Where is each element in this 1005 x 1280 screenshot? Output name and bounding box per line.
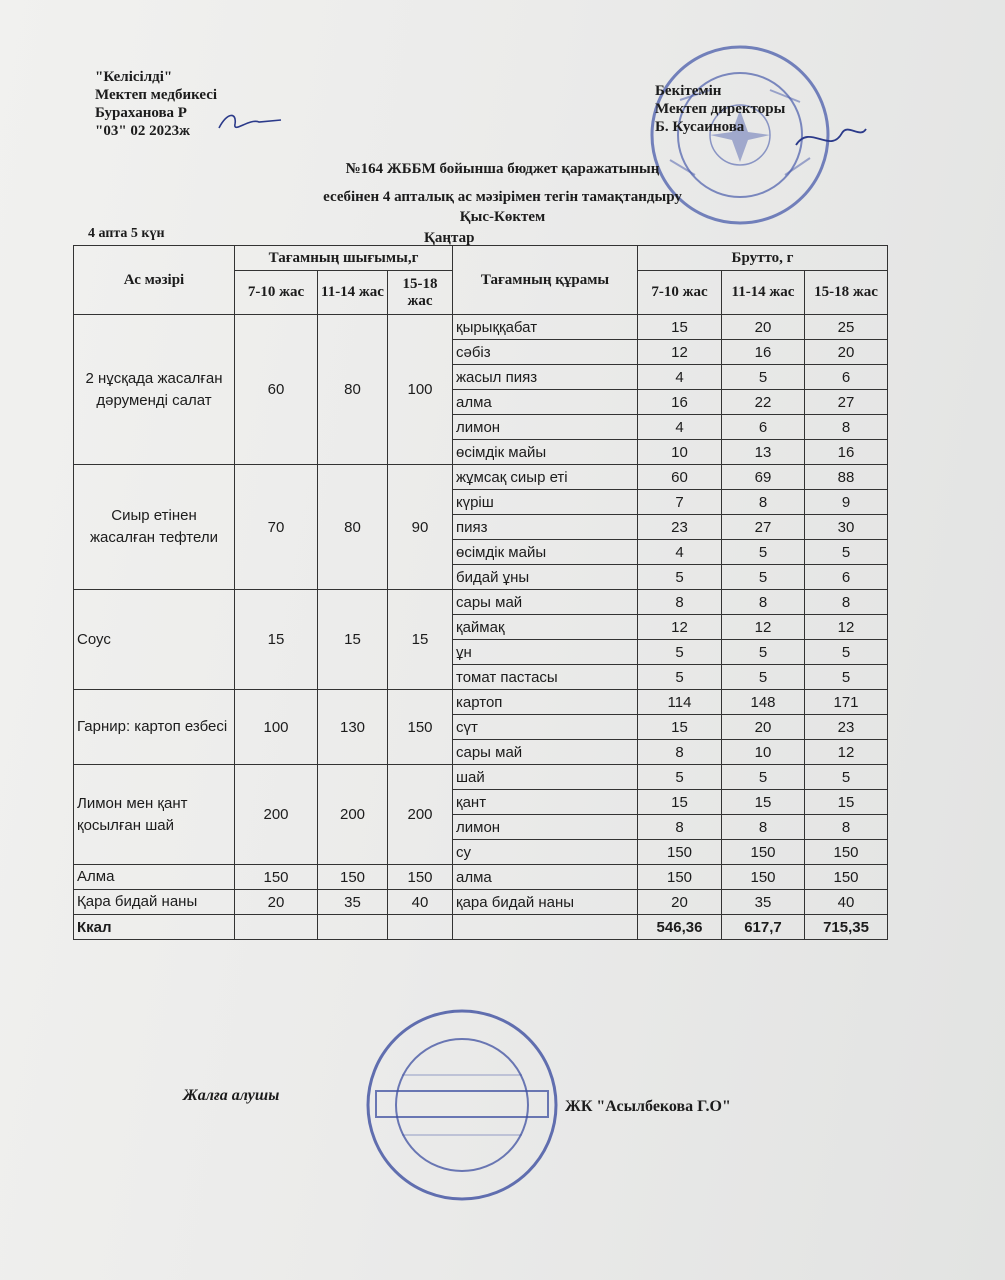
ingredient-name: қаймақ	[453, 615, 638, 640]
ingredient-gross: 69	[722, 465, 805, 490]
ingredient-gross: 13	[722, 440, 805, 465]
ingredient-gross: 12	[805, 740, 888, 765]
ingredient-name: алма	[453, 390, 638, 415]
dish-yield: 150	[318, 865, 388, 890]
dish-yield: 20	[235, 890, 318, 915]
director-signature	[790, 115, 870, 165]
ingredient-name: қырыққабат	[453, 315, 638, 340]
ingredient-gross: 5	[722, 365, 805, 390]
ingredient-gross: 10	[722, 740, 805, 765]
ingredient-gross: 30	[805, 515, 888, 540]
ingredient-name: сәбіз	[453, 340, 638, 365]
ingredient-gross: 20	[805, 340, 888, 365]
ingredient-name: күріш	[453, 490, 638, 515]
ingredient-gross: 7	[638, 490, 722, 515]
dish-yield: 130	[318, 690, 388, 765]
ingredient-name: алма	[453, 865, 638, 890]
ingredient-name: лимон	[453, 815, 638, 840]
ingredient-gross: 8	[638, 590, 722, 615]
ingredient-gross: 4	[638, 415, 722, 440]
table-row	[74, 465, 888, 490]
ingredient-name: бидай ұны	[453, 565, 638, 590]
dish-yield: 80	[318, 315, 388, 465]
ingredient-gross: 16	[805, 440, 888, 465]
agreed-date: "03" 02 2023ж	[95, 123, 191, 139]
ingredient-gross: 5	[805, 540, 888, 565]
ingredient-gross: 4	[638, 365, 722, 390]
ingredient-gross: 60	[638, 465, 722, 490]
ingredient-gross: 150	[805, 840, 888, 865]
director-name: Б. Кусаинова	[655, 119, 745, 135]
ingredient-gross: 88	[805, 465, 888, 490]
ingredient-gross: 27	[722, 515, 805, 540]
ingredient-gross: 27	[805, 390, 888, 415]
dish-yield: 150	[235, 865, 318, 890]
ingredient-gross: 15	[638, 715, 722, 740]
document-title-line2: есебінен 4 апталық ас мәзірімен тегін тамақтандыру	[323, 189, 682, 205]
ingredient-gross: 148	[722, 690, 805, 715]
header-composition: Тағамның құрамы	[453, 246, 638, 315]
dish-yield: 200	[318, 765, 388, 865]
ingredient-gross: 16	[722, 340, 805, 365]
ingredient-name: картоп	[453, 690, 638, 715]
ingredient-gross: 150	[722, 840, 805, 865]
header-yield: Тағамның шығымы,г	[235, 246, 453, 271]
tenant-label: Жалға алушы	[183, 1087, 280, 1104]
header-age: 7-10 жас	[638, 271, 722, 315]
dish-yield: 15	[388, 590, 453, 690]
ingredient-gross: 5	[805, 765, 888, 790]
ingredient-gross: 150	[722, 865, 805, 890]
header-age: 15-18 жас	[805, 271, 888, 315]
ingredient-gross: 5	[638, 640, 722, 665]
header-menu: Ас мәзірі	[74, 246, 235, 315]
month-label: Қаңтар	[424, 230, 475, 246]
dish-name: Лимон мен қант қосылған шай	[74, 765, 235, 865]
ingredient-gross: 15	[638, 790, 722, 815]
dish-yield: 40	[388, 890, 453, 915]
ingredient-gross: 40	[805, 890, 888, 915]
menu-body	[74, 315, 888, 915]
ingredient-gross: 15	[805, 790, 888, 815]
ingredient-gross: 5	[722, 540, 805, 565]
ingredient-gross: 5	[805, 640, 888, 665]
ingredient-name: томат пастасы	[453, 665, 638, 690]
ingredient-name: пияз	[453, 515, 638, 540]
ingredient-gross: 20	[638, 890, 722, 915]
dish-yield: 150	[388, 865, 453, 890]
table-row	[74, 890, 888, 915]
ingredient-gross: 12	[638, 340, 722, 365]
ingredient-gross: 5	[722, 565, 805, 590]
ingredient-gross: 150	[805, 865, 888, 890]
header-gross: Брутто, г	[638, 246, 888, 271]
ingredient-gross: 12	[638, 615, 722, 640]
ingredient-name: сары май	[453, 740, 638, 765]
ingredient-name: су	[453, 840, 638, 865]
dish-yield: 15	[235, 590, 318, 690]
dish-name: Қара бидай наны	[74, 890, 235, 915]
dish-yield: 70	[235, 465, 318, 590]
table-row	[74, 590, 888, 615]
ingredient-gross: 23	[805, 715, 888, 740]
ingredient-gross: 150	[638, 840, 722, 865]
dish-name: Гарнир: картоп езбесі	[74, 690, 235, 765]
ingredient-name: сүт	[453, 715, 638, 740]
ingredient-gross: 23	[638, 515, 722, 540]
approved-label: Бекітемін	[655, 83, 722, 99]
schedule-label: 4 апта 5 күн	[88, 226, 165, 241]
ingredient-gross: 5	[638, 665, 722, 690]
ingredient-gross: 8	[722, 490, 805, 515]
ingredient-gross: 8	[722, 815, 805, 840]
ingredient-name: лимон	[453, 415, 638, 440]
ingredient-name: сары май	[453, 590, 638, 615]
ingredient-gross: 8	[805, 415, 888, 440]
ingredient-gross: 15	[638, 315, 722, 340]
menu-table	[73, 245, 888, 940]
ingredient-name: жасыл пияз	[453, 365, 638, 390]
table-row	[74, 765, 888, 790]
ingredient-gross: 8	[638, 740, 722, 765]
dish-name: 2 нұсқада жасалған дәруменді салат	[74, 315, 235, 465]
approval-right	[655, 82, 785, 136]
ingredient-gross: 8	[805, 590, 888, 615]
ingredient-gross: 10	[638, 440, 722, 465]
ingredient-gross: 5	[722, 765, 805, 790]
dish-yield: 90	[388, 465, 453, 590]
ingredient-gross: 114	[638, 690, 722, 715]
kcal-label: Ккал	[74, 915, 235, 940]
ingredient-gross: 6	[805, 365, 888, 390]
ingredient-gross: 4	[638, 540, 722, 565]
dish-name: Соус	[74, 590, 235, 690]
header-age: 7-10 жас	[235, 271, 318, 315]
kcal-value: 715,35	[805, 915, 888, 940]
ingredient-gross: 9	[805, 490, 888, 515]
header-age: 15-18 жас	[388, 271, 453, 315]
header-age: 11-14 жас	[318, 271, 388, 315]
ingredient-name: шай	[453, 765, 638, 790]
approval-left	[95, 68, 217, 140]
ingredient-gross: 15	[722, 790, 805, 815]
ingredient-name: өсімдік майы	[453, 540, 638, 565]
ingredient-gross: 5	[722, 665, 805, 690]
ingredient-gross: 5	[638, 565, 722, 590]
header-age: 11-14 жас	[722, 271, 805, 315]
dish-yield: 80	[318, 465, 388, 590]
ingredient-gross: 8	[638, 815, 722, 840]
ingredient-gross: 16	[638, 390, 722, 415]
ingredient-name: ұн	[453, 640, 638, 665]
director-role: Мектеп директоры	[655, 101, 786, 117]
ingredient-gross: 12	[805, 615, 888, 640]
document-title-line1: №164 ЖББМ бойынша бюджет қаражатының	[345, 161, 660, 177]
ingredient-gross: 171	[805, 690, 888, 715]
ingredient-gross: 150	[638, 865, 722, 890]
entrepreneur-name: ЖК "Асылбекова Г.О"	[565, 1098, 731, 1115]
dish-yield: 15	[318, 590, 388, 690]
table-row	[74, 690, 888, 715]
ingredient-gross: 5	[638, 765, 722, 790]
nurse-name: Бураханова Р	[95, 105, 187, 121]
ingredient-gross: 6	[805, 565, 888, 590]
dish-yield: 100	[235, 690, 318, 765]
ingredient-name: жұмсақ сиыр еті	[453, 465, 638, 490]
dish-yield: 35	[318, 890, 388, 915]
kcal-value: 617,7	[722, 915, 805, 940]
dish-yield: 200	[388, 765, 453, 865]
dish-yield: 200	[235, 765, 318, 865]
ingredient-name: өсімдік майы	[453, 440, 638, 465]
entrepreneur-seal	[362, 1005, 562, 1205]
ingredient-name: қант	[453, 790, 638, 815]
agreed-label: "Келісілді"	[95, 69, 173, 85]
ingredient-gross: 25	[805, 315, 888, 340]
dish-name: Сиыр етінен жасалған тефтели	[74, 465, 235, 590]
ingredient-gross: 35	[722, 890, 805, 915]
kcal-value: 546,36	[638, 915, 722, 940]
season-label: Қыс-Көктем	[459, 209, 546, 225]
ingredient-gross: 8	[805, 815, 888, 840]
ingredient-gross: 8	[722, 590, 805, 615]
ingredient-gross: 5	[805, 665, 888, 690]
dish-yield: 150	[388, 690, 453, 765]
dish-name: Алма	[74, 865, 235, 890]
dish-yield: 100	[388, 315, 453, 465]
nurse-signature	[215, 108, 285, 138]
ingredient-gross: 5	[722, 640, 805, 665]
table-row	[74, 315, 888, 340]
ingredient-gross: 22	[722, 390, 805, 415]
ingredient-gross: 20	[722, 315, 805, 340]
nurse-role: Мектеп медбикесі	[95, 87, 218, 103]
ingredient-name: қара бидай наны	[453, 890, 638, 915]
dish-yield: 60	[235, 315, 318, 465]
table-row	[74, 865, 888, 890]
ingredient-gross: 20	[722, 715, 805, 740]
ingredient-gross: 12	[722, 615, 805, 640]
ingredient-gross: 6	[722, 415, 805, 440]
